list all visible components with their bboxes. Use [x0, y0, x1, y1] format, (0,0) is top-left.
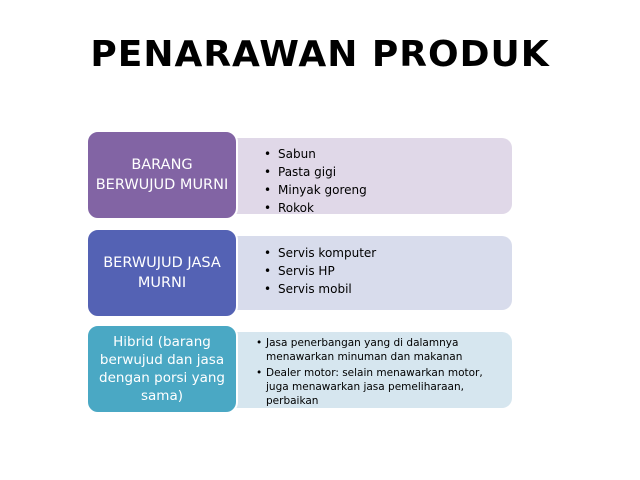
- list-item: • Servis komputer: [264, 246, 377, 260]
- row-2-items-panel: [190, 236, 512, 310]
- bullet: •: [264, 147, 272, 161]
- row-2-item-list: [264, 244, 502, 298]
- row-2-label: BERWUJUD JASA MURNI: [103, 255, 221, 291]
- list-item: • Servis mobil: [264, 282, 352, 296]
- bullet: •: [256, 337, 263, 349]
- bullet: •: [264, 282, 272, 296]
- row-1-label-box: [86, 130, 238, 220]
- slide-title: PENARAWAN PRODUK: [90, 34, 550, 75]
- row-1-label: BARANG BERWUJUD MURNI: [95, 157, 229, 193]
- list-item: • Dealer motor: selain menawarkan motor, juga menawarkan jasa pemeliharaan, perbaikan: [256, 367, 483, 407]
- bullet: •: [264, 246, 272, 260]
- bullet: •: [264, 264, 272, 278]
- list-item: • Jasa penerbangan yang di dalamnya menawarkan minuman dan makanan: [256, 337, 463, 363]
- bullet: •: [264, 165, 272, 179]
- bullet: •: [264, 183, 272, 197]
- bullet: •: [264, 201, 272, 215]
- row-3-items-panel: [190, 332, 512, 408]
- row-3-label: Hibrid (barang berwujud dan jasa dengan porsi yang sama): [99, 334, 225, 404]
- bullet: •: [256, 367, 263, 379]
- list-item: • Sabun: [264, 147, 316, 161]
- list-item: • Rokok: [264, 201, 314, 215]
- row-1-items-panel: [190, 138, 512, 214]
- row-1-item-list: [264, 145, 502, 217]
- list-item: • Servis HP: [264, 264, 335, 278]
- list-item: • Pasta gigi: [264, 165, 337, 179]
- row-3-label-box: [86, 324, 238, 414]
- row-2-label-box: [86, 228, 238, 318]
- row-3-item-list: [256, 336, 502, 408]
- list-item: • Minyak goreng: [264, 183, 367, 197]
